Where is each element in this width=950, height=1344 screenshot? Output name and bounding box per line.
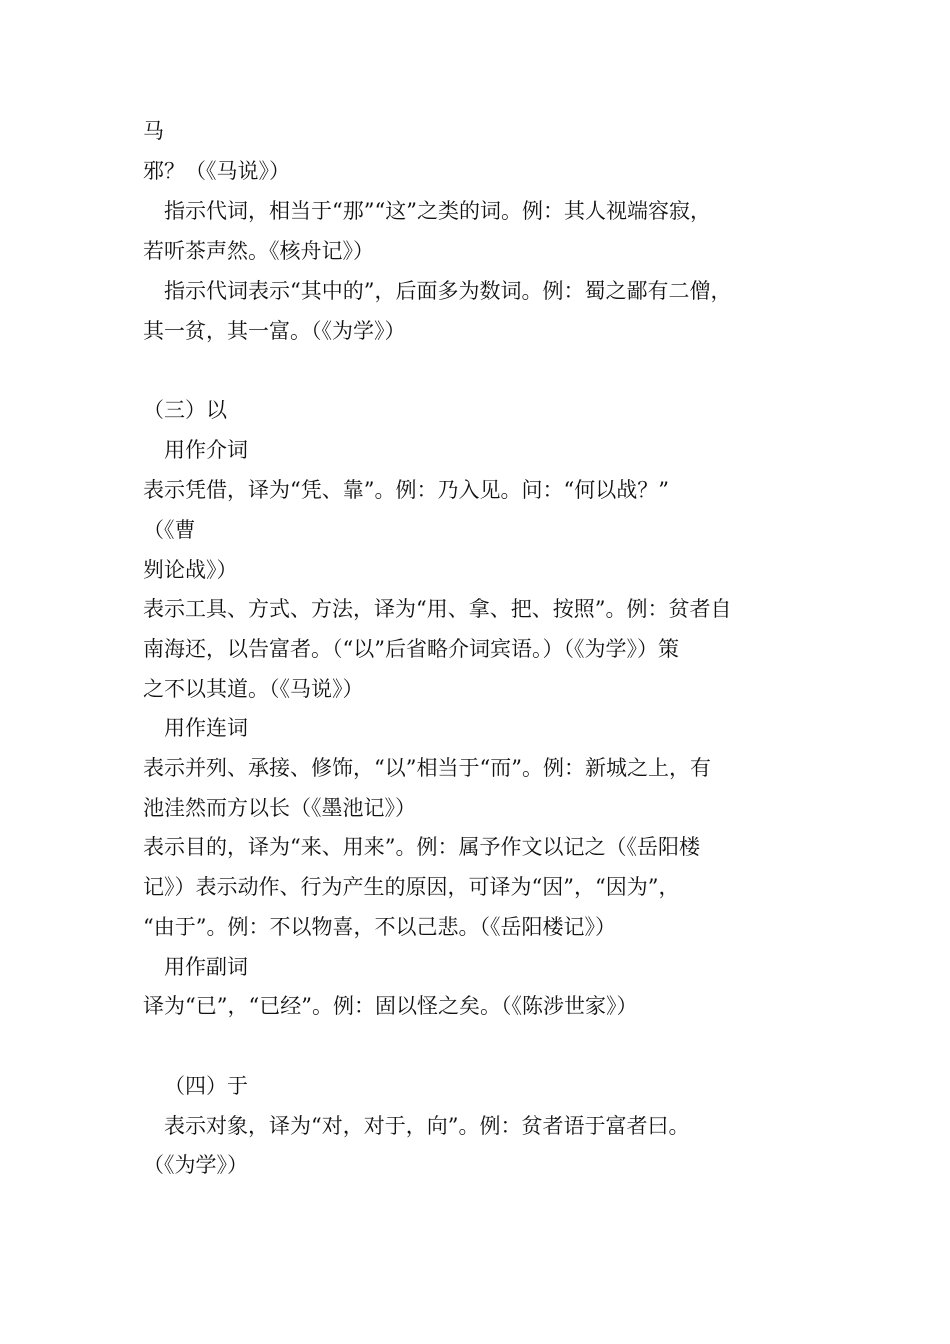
section-heading: （三）以 [143,398,227,422]
text-line: 马 [143,119,164,143]
text-line: 表示工具、方式、方法，译为“用、拿、把、按照”。例：贫者自 [143,597,732,621]
text-line: 指示代词表示“其中的”，后面多为数词。例：蜀之鄙有二僧， [164,279,732,303]
text-line: 表示对象，译为“对，对于，向”。例：贫者语于富者曰。 [164,1114,690,1138]
subsection-heading: 用作连词 [164,716,248,740]
text-line: “由于”。例：不以物喜，不以己悲。（《岳阳楼记》） [143,915,616,939]
text-line: 池洼然而方以长（《墨池记》） [143,796,416,820]
text-line: 南海还，以告富者。（“以”后省略介词宾语。）（《为学》）策 [143,637,679,661]
text-line: 邪？（《马说》） [143,159,290,183]
text-line: 指示代词，相当于“那”“这”之类的词。例：其人视端容寂， [164,199,711,223]
text-line: 表示并列、承接、修饰，“以”相当于“而”。例：新城之上，有 [143,756,711,780]
text-line: 刿论战》） [143,558,238,582]
text-line: 表示目的，译为“来、用来”。例：属予作文以记之（《岳阳楼 [143,835,700,859]
text-line: 表示凭借，译为“凭、靠”。例：乃入见。问：“何以战？” [143,478,669,502]
subsection-heading: 用作副词 [164,955,248,979]
text-line: 之不以其道。（《马说》） [143,677,364,701]
section-heading: （四）于 [164,1074,248,1098]
text-line: 若听茶声然。《核舟记》） [143,239,374,263]
text-line: （《曹 [143,518,196,542]
subsection-heading: 用作介词 [164,438,248,462]
text-line: 译为“已”，“已经”。例：固以怪之矣。（《陈涉世家》） [143,994,638,1018]
text-line: （《为学》） [143,1153,248,1177]
text-line: 记》）表示动作、行为产生的原因，可译为“因”，“因为”， [143,875,680,899]
text-line: 其一贫，其一富。（《为学》） [143,319,406,343]
